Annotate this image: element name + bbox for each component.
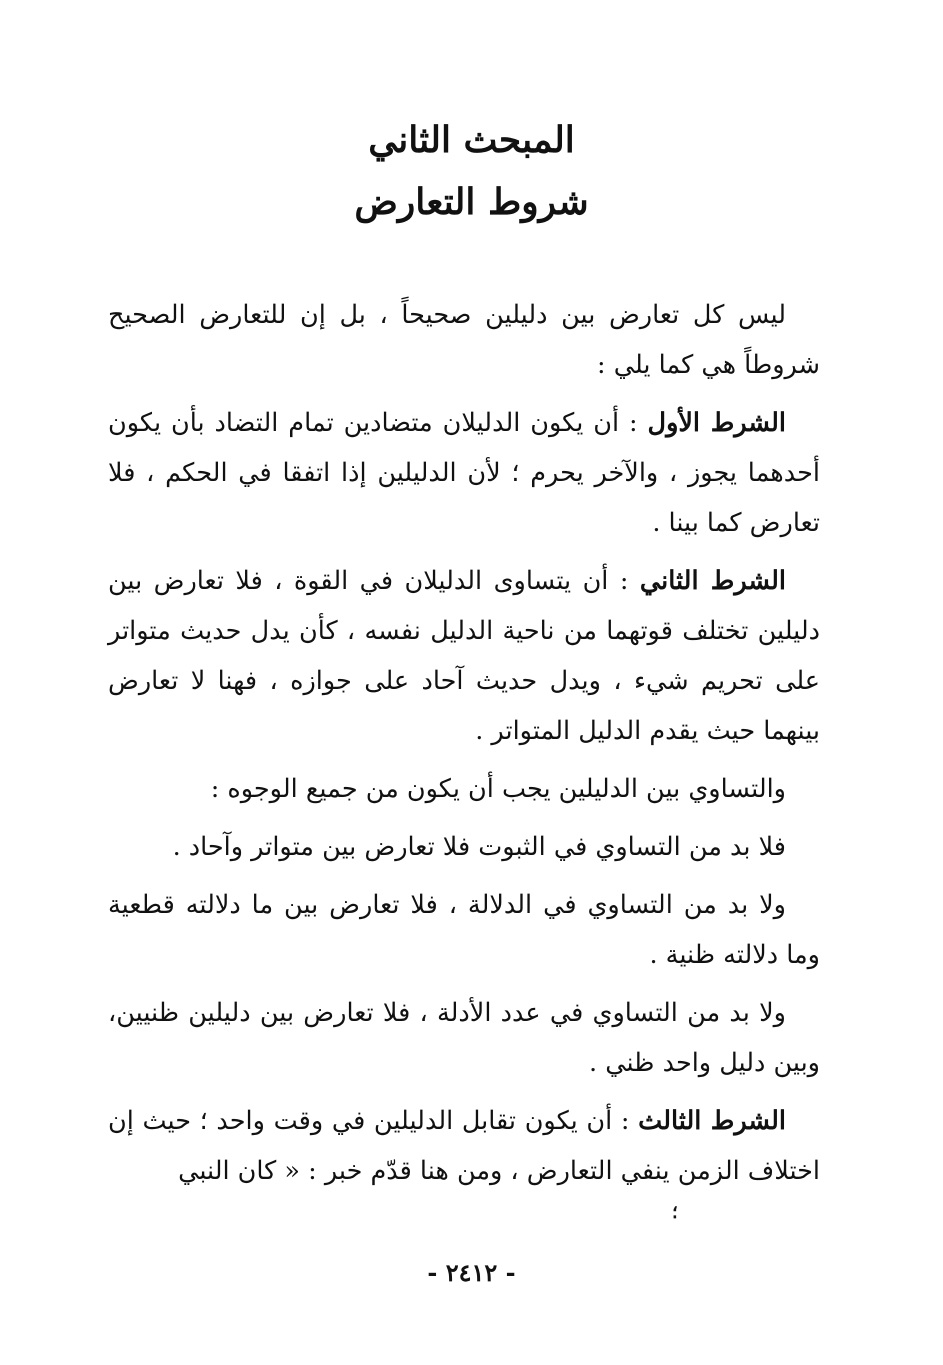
paragraph-text: ولا بد من التساوي في الدلالة ، فلا تعارض بين ما دلالته قطعية وما دلالته ظنية . bbox=[108, 890, 820, 970]
paragraph-text: : أن يكون الدليلان متضادين تمام التضاد بأن يكون أحدهما يجوز ، والآخر يحرم ؛ لأن الدليلين إذا اتفقا في الحكم ، فلا تعارض كما بينا . bbox=[108, 408, 820, 538]
paragraph-text: : أن يتساوى الدليلان في القوة ، فلا تعارض بين دليلين تختلف قوتهما من ناحية الدليل نفسه ، كأن يدل حديث متواتر على تحريم شيء ، ويدل حديث آحاد على جوازه ، فهنا لا تعارض بينهما حيث يقدم الدليل المتواتر . bbox=[108, 566, 820, 746]
paragraph-condition-3 bbox=[108, 1096, 820, 1196]
paragraph-text: : أن يكون تقابل الدليلين في وقت واحد ؛ حيث إن اختلاف الزمن ينفي التعارض ، ومن هنا قدّم خبر : « كان النبي bbox=[108, 1106, 820, 1186]
paragraph-equality-proof bbox=[108, 822, 820, 872]
paragraph-condition-1 bbox=[108, 398, 820, 548]
paragraph-intro bbox=[108, 290, 820, 390]
paragraph-equality-count bbox=[108, 988, 820, 1088]
condition-label: الشرط الأول bbox=[647, 408, 786, 438]
paragraph-text: فلا بد من التساوي في الثبوت فلا تعارض بين متواتر وآحاد . bbox=[172, 832, 786, 862]
page-number: - ٢٤١٢ - bbox=[427, 1258, 516, 1287]
condition-label: الشرط الثاني bbox=[639, 566, 786, 596]
footnote-mark: ؛ bbox=[672, 1202, 678, 1223]
paragraph-condition-2 bbox=[108, 556, 820, 756]
paragraph-text: والتساوي بين الدليلين يجب أن يكون من جميع الوجوه : bbox=[210, 774, 786, 804]
paragraph-equality-meaning bbox=[108, 880, 820, 980]
paragraph-text: ليس كل تعارض بين دليلين صحيحاً ، بل إن للتعارض الصحيح شروطاً هي كما يلي : bbox=[108, 300, 820, 380]
section-title: المبحث الثاني bbox=[368, 119, 575, 161]
paragraph-equality bbox=[108, 764, 820, 814]
section-subtitle: شروط التعارض bbox=[354, 181, 589, 223]
body-text bbox=[108, 290, 820, 1204]
paragraph-text: ولا بد من التساوي في عدد الأدلة ، فلا تعارض بين دليلين ظنيين، وبين دليل واحد ظني . bbox=[108, 998, 820, 1078]
condition-label: الشرط الثالث bbox=[638, 1106, 786, 1136]
